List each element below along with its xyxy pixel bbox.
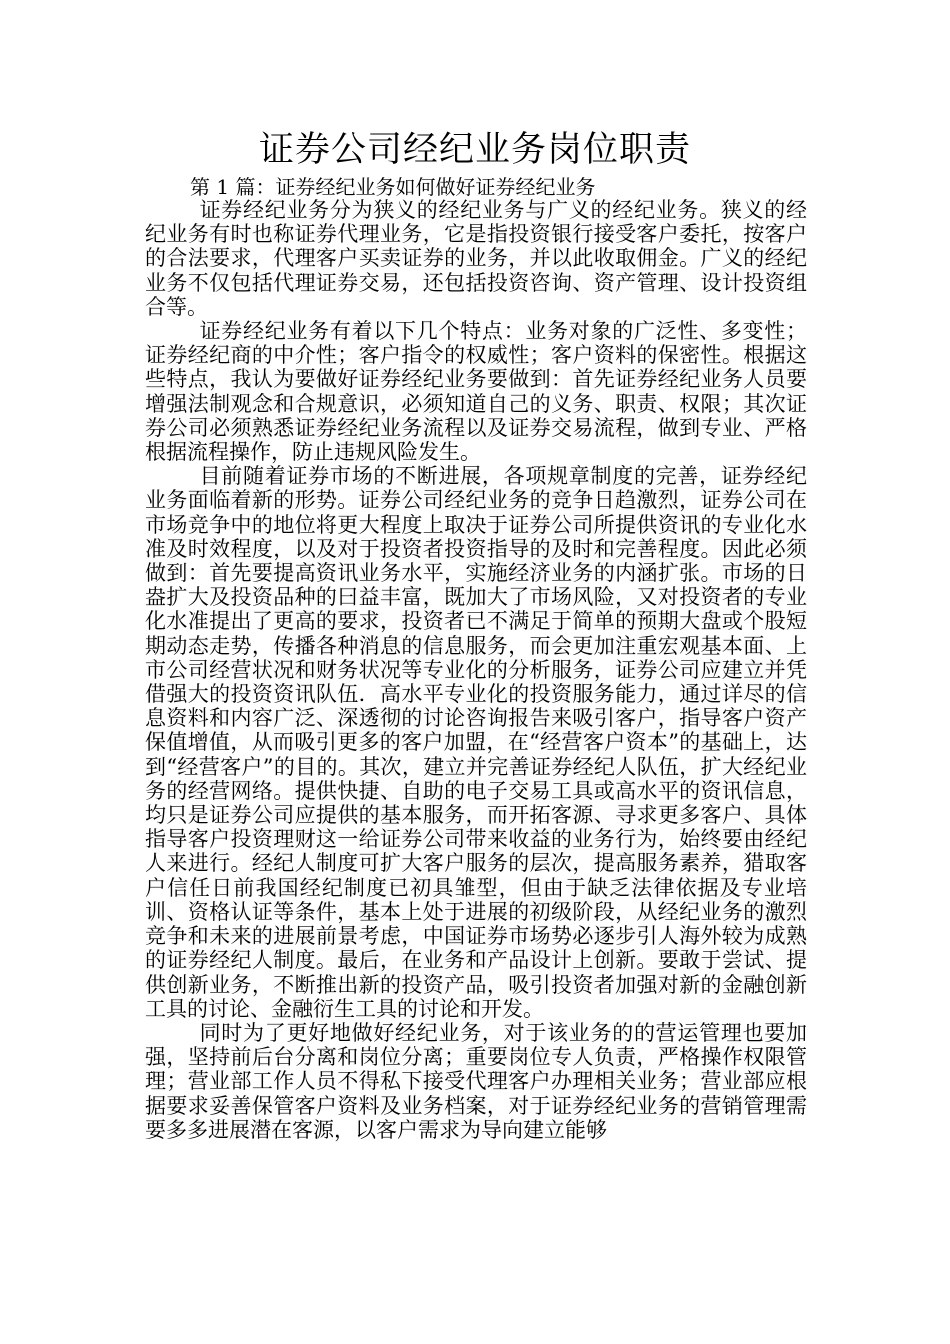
paragraph: 同时为了更好地做好经纪业务，对于该业务的的营运管理也要加强，坚持前后台分离和岗位分离；重要岗位专人负责，严格操作权限管理；营业部工作人员不得私下接受代理客户办理相关业务；营业部应根据要求妥善保管客户资料及业务档案，对于证券经纪业务的营销管理需要多多进展潜在客源，以客户需求为导向建立能够 bbox=[145, 1020, 807, 1142]
paragraph: 证券经纪业务分为狭义的经纪业务与广义的经纪业务。狭义的经纪业务有时也称证券代理业务，它是指投资银行接受客户委托，按客户的合法要求，代理客户买卖证券的业务，并以此收取佣金。广义的经纪业务不仅包括代理证券交易，还包括投资咨询、资产管理、设计投资组合等。 bbox=[145, 198, 807, 319]
page-title: 证券公司经纪业务岗位职责 bbox=[258, 130, 691, 170]
document-body bbox=[145, 198, 807, 1142]
paragraph: 证券经纪业务有着以下几个特点：业务对象的广泛性、多变性；证券经纪商的中介性；客户指令的权威性；客户资料的保密性。根据这些特点，我认为要做好证券经纪业务要做到：首先证券经纪业务人员要增强法制观念和合规意识，必须知道自己的义务、职责、权限；其次证券公司必须熟悉证券经纪业务流程以及证券交易流程，做到专业、严格根据流程操作，防止违规风险发生。 bbox=[145, 319, 807, 465]
section-heading: 第 1 篇：证券经纪业务如何做好证券经纪业务 bbox=[190, 175, 596, 199]
paragraph: 目前随着证券市场的不断进展，各项规章制度的完善，证券经纪业务面临着新的形势。证券公司经纪业务的竞争日趋激烈，证券公司在市场竞争中的地位将更大程度上取决于证券公司所提供资讯的专业化水准及时效程度，以及对于投资者投资指导的及时和完善程度。因此必须做到：首先要提高资讯业务水平，实施经济业务的内涵扩张。市场的日盎扩大及投资品种的曰益丰富，既加大了市场风险，又对投资者的专业化水准提出了更高的要求，投资者已不满足于简单的预期大盘或个股短期动态走势，传播各种消息的信息服务，而会更加注重宏观基本面、上市公司经营状况和财务状况等专业化的分析服务，证券公司应建立并凭借强大的投资资讯队伍．高水平专业化的投资服务能力，通过详尽的信息资料和内容广泛、深透彻的讨论咨询报告来吸引客户，指导客户资产保值增值，从而吸引更多的客户加盟，在“经营客户资本”的基础上，达到“经营客户”的目的。其次，建立并完善证券经纪人队伍，扩大经纪业务的经营网络。提供快捷、自助的电子交易工具或高水平的资讯信息，均只是证券公司应提供的基本服务，而开拓客源、寻求更多客户、具体指导客户投资理财这一给证券公司带来收益的业务行为，始终要由经纪人来进行。经纪人制度可扩大客户服务的层次，提高服务素养，猎取客户信任日前我国经纪制度已初具雏型，但由于缺乏法律依据及专业培训、资格认证等条件，基本上处于进展的初级阶段，从经纪业务的激烈竞争和未来的进展前景考虑，中国证券市场势必逐步引人海外较为成熟的证券经纪人制度。最后，在业务和产品设计上创新。要敢于尝试、提供创新业务，不断推出新的投资产品，吸引投资者加强对新的金融创新工具的讨论、金融衍生工具的讨论和开发。 bbox=[145, 464, 807, 1021]
